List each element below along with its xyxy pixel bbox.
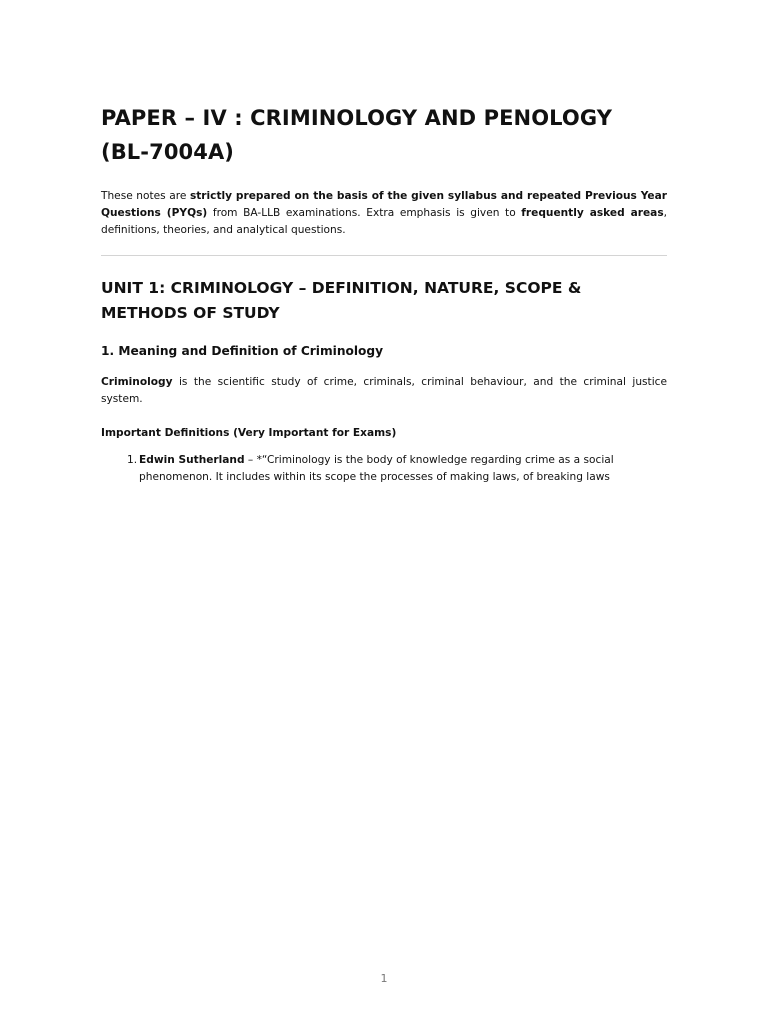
- intro-text-2: from BA-LLB examinations. Extra emphasis is given to: [207, 207, 522, 219]
- horizontal-divider: [101, 255, 667, 256]
- intro-text-3: , definitions, theories, and analytical questions.: [101, 207, 668, 236]
- unit-title: UNIT 1: CRIMINOLOGY – DEFINITION, NATURE, SCOPE & METHODS OF STUDY: [101, 279, 582, 322]
- intro-bold-1: strictly prepared on the basis of the given syllabus and repeated Previous Year Questions (PYQs): [101, 190, 667, 219]
- document-page: [101, 101, 667, 486]
- document-title: PAPER – IV : CRIMINOLOGY AND PENOLOGY (BL-7004A): [101, 106, 613, 164]
- intro-bold-2: frequently asked areas: [521, 207, 664, 219]
- list-number: 1.: [127, 454, 138, 466]
- definitions-heading: Important Definitions (Very Important for Exams): [101, 427, 397, 439]
- intro-text-1: These notes are: [101, 190, 190, 202]
- definition-quote: – *“Criminology is the body of knowledge regarding crime as a social phenomenon. It includes within its scope the processes of making laws, of breaking laws: [139, 454, 614, 483]
- definition-text: is the scientific study of crime, criminals, criminal behaviour, and the criminal justice system.: [101, 376, 667, 405]
- list-item: [101, 452, 667, 486]
- definition-author: Edwin Sutherland: [139, 454, 245, 466]
- intro-paragraph: [101, 188, 667, 239]
- definitions-list: [101, 452, 667, 486]
- page-number: 1: [380, 972, 388, 985]
- section-title: 1. Meaning and Definition of Criminology: [101, 344, 384, 358]
- definition-paragraph: [101, 374, 667, 408]
- term-criminology: Criminology: [101, 376, 173, 388]
